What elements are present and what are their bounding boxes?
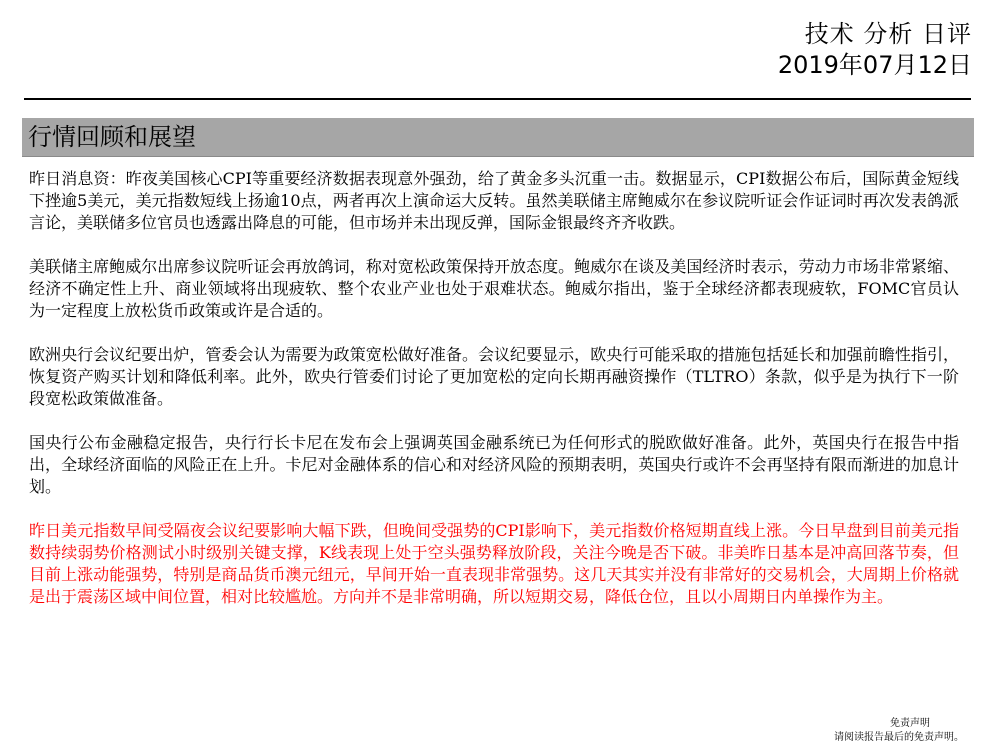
disclaimer-title: 免责声明 xyxy=(890,718,930,729)
paragraph-fed-testimony: 美联储主席鲍威尔出席参议院听证会再放鸽词，称对宽松政策保持开放态度。鲍威尔在谈及美国经济时表示，劳动力市场非常紧缩、经济不确定性上升、商业领域将出现疲软、整个农业产业也处于艰难状态。鲍威尔指出，鉴于全球经济都表现疲软，FOMC官员认为一定程度上放松货币政策或许是合适的。 xyxy=(29,257,959,320)
disclaimer-note: 请阅读报告最后的免责声明。 xyxy=(834,732,964,743)
report-header xyxy=(778,18,972,80)
report-body xyxy=(29,168,959,630)
paragraph-boe-report: 国央行公布金融稳定报告，央行行长卡尼在发布会上强调英国金融系统已为任何形式的脱欧做好准备。此外，英国央行在报告中指出，全球经济面临的风险正在上升。卡尼对金融体系的信心和对经济风险的预期表明，英国央行或许不会再坚持有限而渐进的加息计划。 xyxy=(29,433,959,496)
disclaimer-footer xyxy=(834,717,964,745)
paragraph-ecb-minutes: 欧洲央行会议纪要出炉，管委会认为需要为政策宽松做好准备。会议纪要显示，欧央行可能采取的措施包括延长和加强前瞻性指引，恢复资产购买计划和降低利率。此外，欧央行管委们讨论了更加宽松的定向长期再融资操作（TLTRO）条款，似乎是为执行下一阶段宽松政策做准备。 xyxy=(29,345,959,408)
section-title: 行情回顾和展望 xyxy=(28,123,196,151)
paragraph-market-news: 昨日消息资：昨夜美国核心CPI等重要经济数据表现意外强劲，给了黄金多头沉重一击。数据显示，CPI数据公布后，国际黄金短线下挫逾5美元，美元指数短线上扬逾10点，两者再次上演命运大反转。虽然美联储主席鲍威尔在参议院听证会作证词时再次发表鸽派言论，美联储多位官员也透露出降息的可能，但市场并未出现反弹，国际金银最终齐齐收跌。 xyxy=(29,169,959,232)
section-header-bar xyxy=(22,118,974,157)
report-title: 技术 分析 日评 xyxy=(804,20,972,48)
header-divider xyxy=(24,98,971,100)
paragraph-technical-outlook: 昨日美元指数早间受隔夜会议纪要影响大幅下跌，但晚间受强势的CPI影响下，美元指数价格短期直线上涨。今日早盘到目前美元指数持续弱势价格测试小时级别关键支撑，K线表现上处于空头强势释放阶段，关注今晚是否下破。非美昨日基本是冲高回落节奏，但目前上涨动能强势，特别是商品货币澳元纽元，早间开始一直表现非常强势。这几天其实并没有非常好的交易机会，大周期上价格就是出于震荡区域中间位置，相对比较尴尬。方向并不是非常明确，所以短期交易，降低仓位，且以小周期日内单操作为主。 xyxy=(29,521,959,606)
report-date: 2019年07月12日 xyxy=(777,51,972,79)
